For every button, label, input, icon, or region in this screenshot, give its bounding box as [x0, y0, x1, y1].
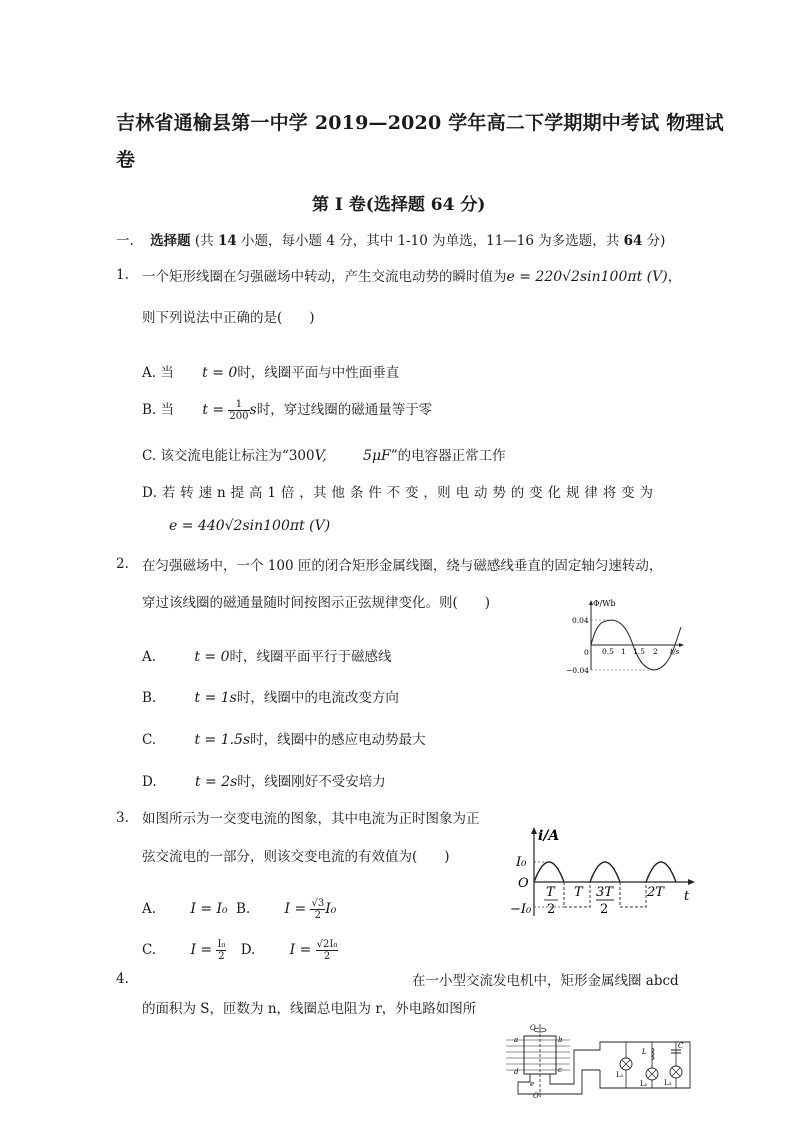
q4-stem-line2: 的面积为 S，匝数为 n，线圈总电阻为 r，外电路如图所 — [142, 1001, 477, 1017]
section-title: 第 I 卷(选择题 64 分) — [312, 195, 486, 215]
q1-a-math: t = 0 — [202, 365, 238, 381]
q1-a-text: 时，线圈平面与中性面垂直 — [237, 365, 400, 381]
q1-option-d-formula: e = 440√2sin100πt (V) — [169, 518, 331, 534]
q2-y-label: Φ/Wb — [593, 599, 616, 608]
q1-text-end: ， — [667, 269, 682, 285]
q3-b-math-post: I₀ — [325, 901, 337, 917]
page-title: 吉林省通榆县第一中学 2019—2020 学年高二下学期期中考试 物理试 — [116, 112, 724, 134]
q3-x-tick-1-den: 2 — [547, 902, 556, 917]
part-detail-mid: 小题，每小题 4 分，其中 1-10 为单选，11—16 为多选题，共 — [236, 233, 624, 249]
q1-c-unit: V, — [314, 448, 327, 464]
q3-x-tick-1-num: T — [546, 885, 555, 900]
part-heading — [116, 229, 665, 249]
q4-label-a: a — [514, 1036, 519, 1044]
q3-d-math: I = — [289, 942, 312, 958]
q3-d-label: D. — [240, 942, 256, 958]
q2-sine-tail — [675, 627, 681, 645]
q1-stem-line2: 则下列说法中正确的是( ) — [142, 310, 315, 326]
q4-label-d: d — [514, 1068, 519, 1076]
q3-x-arrow — [688, 879, 695, 885]
q3-y-top-label: I₀ — [516, 855, 527, 870]
q3-options-row1 — [142, 898, 336, 921]
q1-b-fraction — [228, 399, 249, 422]
q4-label-l1: L₁ — [616, 1071, 624, 1079]
q2-d-math: t = 2s — [194, 774, 238, 790]
q3-number: 3. — [116, 810, 129, 826]
q2-a-math: t = 0 — [194, 649, 230, 665]
q2-b-math: t = 1s — [194, 690, 237, 706]
q1-option-a — [142, 361, 399, 381]
q3-x-label: t — [684, 889, 690, 904]
q1-b-unit: s — [249, 402, 257, 418]
q1-option-d: D. 若 转 速 n 提 高 1 倍 ，其 他 条 件 不 变 ，则 电 动 势 的 变 化 规 律 将 变 为 — [142, 485, 654, 501]
q4-label-e: e — [530, 1080, 535, 1088]
q2-x-tick-3: 1.5 — [633, 647, 645, 656]
q3-a-math: I = I₀ — [190, 901, 228, 917]
q2-origin-label: 0 — [584, 648, 589, 657]
q3-y-arrow — [531, 827, 537, 834]
q2-y-top-label: 0.04 — [572, 616, 589, 625]
q4-label-b: b — [558, 1036, 563, 1044]
q4-label-l3: L₃ — [664, 1079, 672, 1087]
q1-b-numerator: 1 — [228, 399, 249, 411]
q3-x-tick-3-num: 3T — [596, 885, 613, 900]
q2-a-text: 时，线圈平面平行于磁感线 — [229, 649, 392, 665]
q2-c-text: 时，线圈中的感应电动势最大 — [250, 732, 426, 748]
q1-b-label: B. 当 — [142, 402, 175, 418]
q2-a-label: A. — [142, 649, 157, 665]
part-total: 64 — [623, 233, 643, 249]
q3-c-numerator: I₀ — [217, 939, 226, 950]
q3-x-tick-3-den: 2 — [600, 902, 609, 917]
q3-x-tick-2: T — [574, 885, 583, 900]
q3-d-fraction — [316, 939, 339, 962]
q2-d-text: 时，线圈刚好不受安培力 — [237, 774, 386, 790]
q3-c-fraction — [216, 939, 226, 962]
q1-b-text: 时，穿过线圈的磁通量等于零 — [256, 402, 433, 418]
q3-a-label: A. — [142, 901, 157, 917]
q3-negative-step-2 — [620, 882, 646, 907]
q4-stem-line1: 在一小型交流发电机中，矩形金属线圈 abcd — [412, 973, 679, 989]
q1-option-c — [142, 444, 506, 464]
q1-c-post: ”的电容器正常工作 — [390, 448, 506, 464]
q3-b-numerator: √3 — [311, 898, 325, 909]
q3-b-label: B. — [235, 901, 251, 917]
q4-label-l: L — [642, 1048, 647, 1056]
q2-flux-graph — [560, 598, 686, 676]
q2-x-tick-2: 1 — [621, 647, 626, 656]
q3-origin-label: O — [518, 876, 529, 891]
q3-current-graph — [508, 824, 698, 918]
q3-half-wave-3 — [646, 862, 676, 882]
q1-b-math: t = — [202, 402, 225, 418]
q4-generator-circuit — [500, 1022, 696, 1100]
q2-x-arrow — [679, 643, 684, 647]
q4-label-o: O — [530, 1024, 536, 1032]
q3-x-tick-4: 2T — [647, 885, 664, 900]
q3-options-row2 — [142, 939, 338, 962]
q3-c-math: I = — [190, 942, 213, 958]
q2-b-text: 时，线圈中的电流改变方向 — [236, 690, 399, 706]
q2-c-math: t = 1.5s — [194, 732, 251, 748]
q3-stem-line2: 弦交流电的一部分，则该交变电流的有效值为( ) — [142, 849, 450, 865]
part-detail-pre: (共 — [190, 233, 218, 249]
q2-option-d — [142, 770, 386, 790]
q1-c-cap: 5μF — [363, 448, 391, 464]
q2-y-bottom-label: −0.04 — [566, 666, 589, 675]
q1-c-pre: C. 该交流电能让标注为“300 — [142, 448, 315, 464]
part-detail-post: 分) — [642, 233, 666, 249]
q3-d-numerator: √2I₀ — [316, 939, 338, 950]
q3-c-denominator: 2 — [218, 951, 225, 962]
q3-y-bottom-label: −I₀ — [510, 902, 532, 917]
q2-d-label: D. — [142, 774, 157, 790]
part-count: 14 — [217, 233, 237, 249]
q1-option-b — [142, 398, 432, 422]
q3-b-fraction — [310, 898, 325, 921]
q3-d-denominator: 2 — [323, 951, 331, 962]
q4-label-o-prime: O′ — [533, 1092, 541, 1100]
q1-a-label: A. 当 — [142, 365, 174, 381]
q2-option-b — [142, 686, 399, 706]
q2-stem-line2: 穿过该线圈的磁通量随时间按图示正弦规律变化。则( ) — [142, 595, 491, 611]
q4-label-c-cap: C — [678, 1042, 684, 1050]
q3-c-label: C. — [142, 942, 157, 958]
q2-option-a — [142, 645, 392, 665]
q2-c-label: C. — [142, 732, 157, 748]
q4-label-c: c — [558, 1066, 562, 1074]
q1-number: 1. — [116, 267, 129, 283]
page-title-continued: 卷 — [116, 149, 136, 171]
q2-x-label: t/s — [670, 647, 680, 656]
q3-y-label: i/A — [538, 828, 560, 844]
q2-b-label: B. — [142, 690, 157, 706]
q3-half-wave-1 — [534, 862, 564, 882]
part-number: 一. — [116, 233, 134, 249]
part-name: 选择题 — [150, 233, 191, 249]
q2-x-tick-1: 0.5 — [602, 647, 614, 656]
q2-x-tick-4: 2 — [653, 647, 658, 656]
q1-stem — [142, 265, 681, 285]
q3-stem-line1: 如图所示为一交变电流的图象，其中电流为正时图象为正 — [142, 811, 480, 827]
q2-stem-line1: 在匀强磁场中，一个 100 匝的闭合矩形金属线圈，绕与磁感线垂直的固定轴匀速转动， — [142, 558, 663, 574]
q1-b-denominator: 200 — [229, 411, 249, 422]
q4-label-l2: L₂ — [640, 1080, 648, 1088]
q2-option-c — [142, 728, 426, 748]
q4-number: 4. — [116, 971, 129, 987]
q3-half-wave-2 — [590, 862, 620, 882]
q3-b-math: I = — [284, 901, 307, 917]
q1-text: 一个矩形线圈在匀强磁场中转动，产生交流电动势的瞬时值为 — [142, 269, 507, 285]
q3-b-denominator: 2 — [314, 910, 322, 921]
q1-formula: e = 220√2sin100πt (V) — [506, 269, 668, 285]
q2-number: 2. — [116, 556, 129, 572]
